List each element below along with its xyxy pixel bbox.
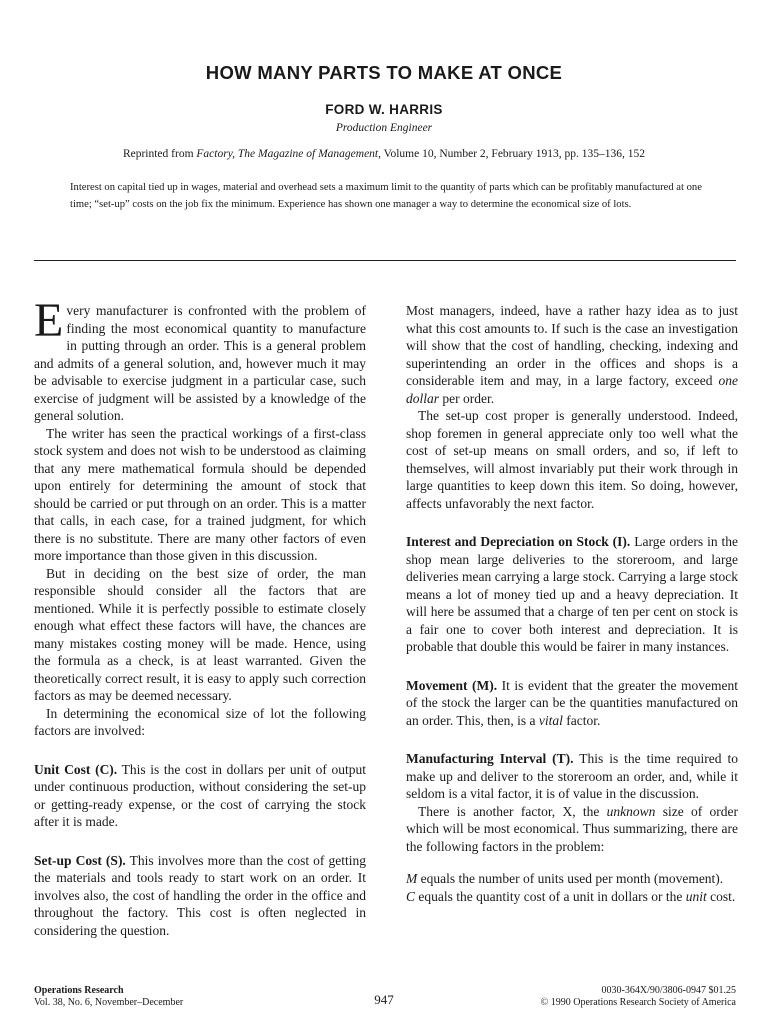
reprint-source: Factory, The Magazine of Management	[196, 148, 379, 160]
article-code: 0030-364X/90/3806-0947 $01.25	[601, 985, 736, 996]
interest-heading: Interest and Depreciation on Stock (I).	[406, 534, 631, 549]
reprint-note	[0, 148, 768, 160]
definition-c-variable: C	[406, 888, 416, 904]
reprint-prefix: Reprinted from	[122, 148, 197, 160]
hazy-idea-emphasis: one dollar	[406, 373, 738, 406]
paragraph-stock-system: The writer has seen the practical workings of a first-class stock system and does not wish to be understood as claiming that any mere mathematical formula should be depended upon entirely for determining the amount of stock that should be carried or put through on an order. This is a matter that calls, in each case, for a trained judgment, for which there is no substitute. There are many other factors of even more importance than those given in this discussion.	[34, 425, 366, 563]
header-divider	[34, 260, 736, 261]
intro-paragraph	[34, 294, 366, 425]
interest-text: Large orders in the shop mean large deliveries to the storeroom, and large deliveries mean carrying a large stock. Carrying a large stock means a lot of money tied up and a heavy depreciation. It will here be assumed that a charge of ten per cent on stock is a fair one to cover both interest and depreciation. It is probable that double this would be fairer in many instances.	[406, 534, 738, 654]
hazy-idea-text: Most managers, indeed, have a rather hazy idea as to just what this cost amounts to. If such is the case an investigation will show that the cost of handling, checking, indexing and superintending an order in the offices and shops is a considerable item and may, in a large factory, exceed	[406, 303, 738, 388]
setup-cost-heading: Set-up Cost (S).	[34, 852, 126, 868]
definition-c-emphasis: unit	[685, 888, 707, 904]
reprint-suffix: , Volume 10, Number 2, February 1913, pp. 135–136, 152	[378, 148, 646, 160]
definition-c-end: cost.	[706, 888, 736, 904]
definition-c-text: equals the quantity cost of a unit in dollars or the	[415, 888, 686, 904]
definition-m-text: equals the number of units used per month (movement).	[417, 871, 724, 886]
interval-heading: Manufacturing Interval (T).	[406, 751, 574, 766]
interval-text: This is the time required to make up and deliver to the storeroom an order, and, while it seldom is a vital factor, it is of value in the discussion.	[406, 751, 738, 801]
movement-section	[406, 677, 738, 730]
movement-heading: Movement (M).	[406, 677, 498, 693]
definition-m	[406, 870, 738, 888]
unknown-x-text: There is another factor, X, the	[418, 803, 607, 819]
unit-cost-heading: Unit Cost (C).	[34, 761, 118, 777]
right-column	[406, 302, 738, 905]
movement-emphasis: vital	[538, 712, 563, 728]
page-number: 947	[374, 992, 394, 1007]
paragraph-factors-intro: In determining the economical size of lot the following factors are involved:	[34, 705, 366, 738]
paper-title: HOW MANY PARTS TO MAKE AT ONCE	[205, 62, 563, 83]
paragraph-hazy-idea	[406, 302, 738, 407]
paragraph-setup-proper: The set-up cost proper is generally understood. Indeed, shop foremen in general appreciate only too well what the cost of set-up means on small orders, and so, if left to themselves, will almost invariably put their work through in large quantities to keep down this item. So doing, however, affects unfavorably the next factor.	[406, 408, 738, 511]
hazy-idea-end: per order.	[439, 390, 495, 406]
paragraph-unknown-x	[406, 803, 738, 856]
left-column	[34, 294, 366, 939]
intro-text: very manufacturer is confronted with the problem of finding the most economical quantity to manufacture in putting through an order. This is a general problem and admits of a general solution, and, however much it may be advisable to exercise judgment in a particular case, such exercise of judgment will be assisted by a knowledge of the general solution.	[34, 303, 366, 423]
drop-cap: E	[34, 294, 64, 347]
abstract: Interest on capital tied up in wages, material and overhead sets a maximum limit to the quantity of parts which can be profitably manufactured at one time; “set-up” costs on the job fix the minimum. Experience has shown one manager a way to determine the economical size of lots.	[70, 182, 702, 210]
setup-cost-section	[34, 852, 366, 940]
movement-text-end: factor.	[562, 712, 601, 728]
definition-c	[406, 888, 738, 906]
factor-definitions	[406, 870, 738, 905]
setup-cost-text: This involves more than the cost of getting the materials and tools ready to start work on an order. It involves also, the cost of handling the order in the office and throughout the factory. This cost is often neglected in considering the question.	[34, 852, 366, 938]
author-role: Production Engineer	[335, 122, 433, 134]
author-name: FORD W. HARRIS	[325, 102, 443, 117]
unknown-x-end: size of order which will be most economical. Thus summarizing, there are the following factors in the problem:	[406, 803, 739, 854]
interval-section	[406, 750, 738, 803]
interest-section	[406, 533, 738, 656]
journal-volume: Vol. 38, No. 6, November–December	[34, 996, 184, 1008]
journal-name: Operations Research	[34, 985, 124, 996]
unit-cost-section	[34, 761, 366, 831]
definition-m-variable: M	[406, 871, 418, 886]
movement-text: It is evident that the greater the movement of the stock the larger can be the quantities manufactured on an order. This, then, is a	[406, 677, 738, 728]
unknown-x-emphasis: unknown	[606, 803, 656, 819]
unit-cost-text: This is the cost in dollars per unit of output under continuous production, without considering the set-up or getting-ready expense, or the cost of carrying the stock after it is made.	[34, 761, 366, 829]
footer-copyright	[541, 985, 736, 1008]
copyright-notice: © 1990 Operations Research Society of America	[540, 996, 736, 1008]
paragraph-best-size: But in deciding on the best size of order, the man responsible should consider all the factors that are mentioned. While it is perfectly possible to estimate closely enough what effect these factors will have, the chances are many mistakes costing money will be made. Hence, using the formula as a check, is at least warranted. Given the theoretically correct result, it is easy to apply such correction factors as may be deemed necessary.	[34, 565, 366, 703]
